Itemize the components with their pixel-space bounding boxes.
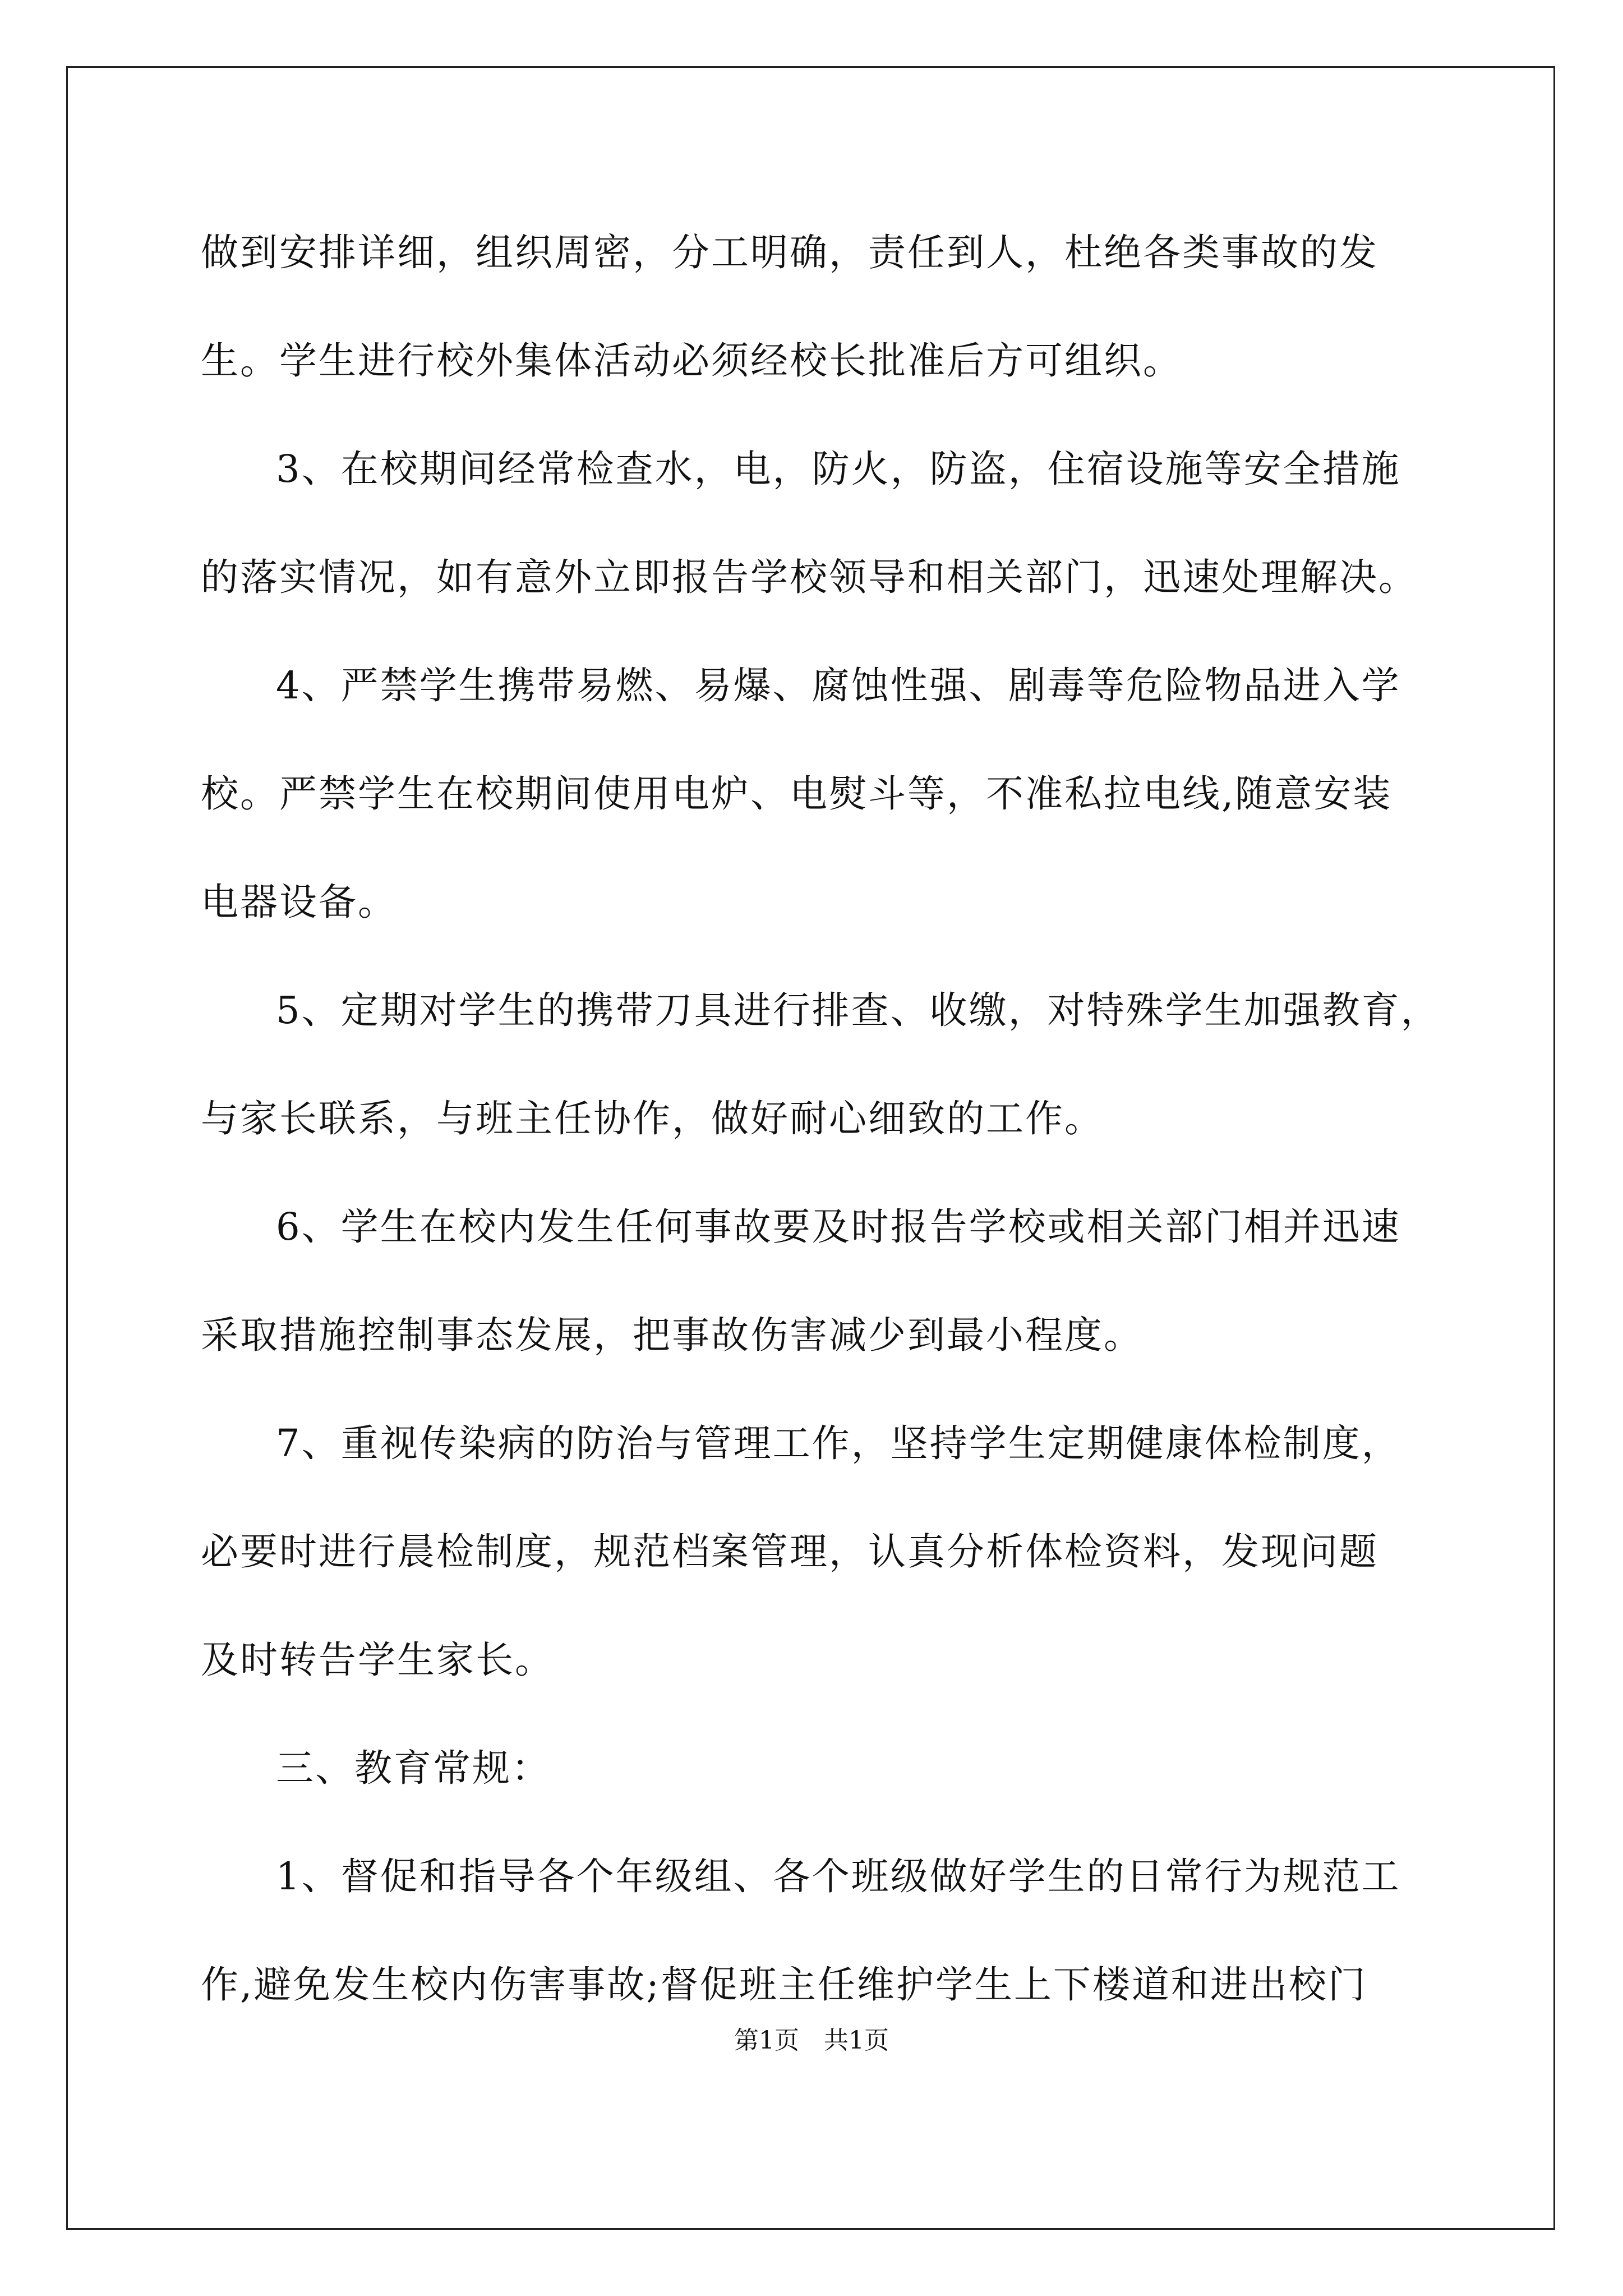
text-line: 7、重视传染病的防治与管理工作，坚持学生定期健康体检制度， <box>276 1421 1401 1465</box>
text-line: 采取措施控制事态发展，把事故伤害减少到最小程度。 <box>201 1313 1143 1357</box>
text-line: 必要时进行晨检制度，规范档案管理，认真分析体检资料，发现问题 <box>201 1530 1378 1573</box>
page-number-footer: 第1页 共1页 <box>734 2026 889 2055</box>
text-line: 电器设备。 <box>201 880 397 924</box>
text-line: 生。学生进行校外集体活动必须经校长批准后方可组织。 <box>201 339 1182 383</box>
text-line: 4、严禁学生携带易燃、易爆、腐蚀性强、剧毒等危险物品进入学 <box>276 664 1401 707</box>
text-line: 3、在校期间经常检查水，电，防火，防盗，住宿设施等安全措施 <box>276 447 1401 491</box>
text-line: 校。严禁学生在校期间使用电炉、电熨斗等，不准私拉电线,随意安装 <box>201 772 1393 816</box>
text-line: 做到安排详细，组织周密，分工明确，责任到人，杜绝各类事故的发 <box>201 231 1378 274</box>
text-line: 及时转告学生家长。 <box>201 1638 554 1682</box>
text-line: 的落实情况，如有意外立即报告学校领导和相关部门，迅速处理解决。 <box>201 555 1418 599</box>
text-line: 5、定期对学生的携带刀具进行排查、收缴，对特殊学生加强教育， <box>276 988 1440 1032</box>
document-body <box>201 219 1440 2059</box>
text-line: 作,避免发生校内伤害事故;督促班主任维护学生上下楼道和进出校门 <box>201 1963 1367 2007</box>
text-line: 1、督促和指导各个年级组、各个班级做好学生的日常行为规范工 <box>276 1855 1401 1898</box>
section-heading: 三、教育常规： <box>276 1746 551 1790</box>
text-line: 与家长联系，与班主任协作，做好耐心细致的工作。 <box>201 1097 1104 1140</box>
text-line: 6、学生在校内发生任何事故要及时报告学校或相关部门相并迅速 <box>276 1205 1401 1249</box>
